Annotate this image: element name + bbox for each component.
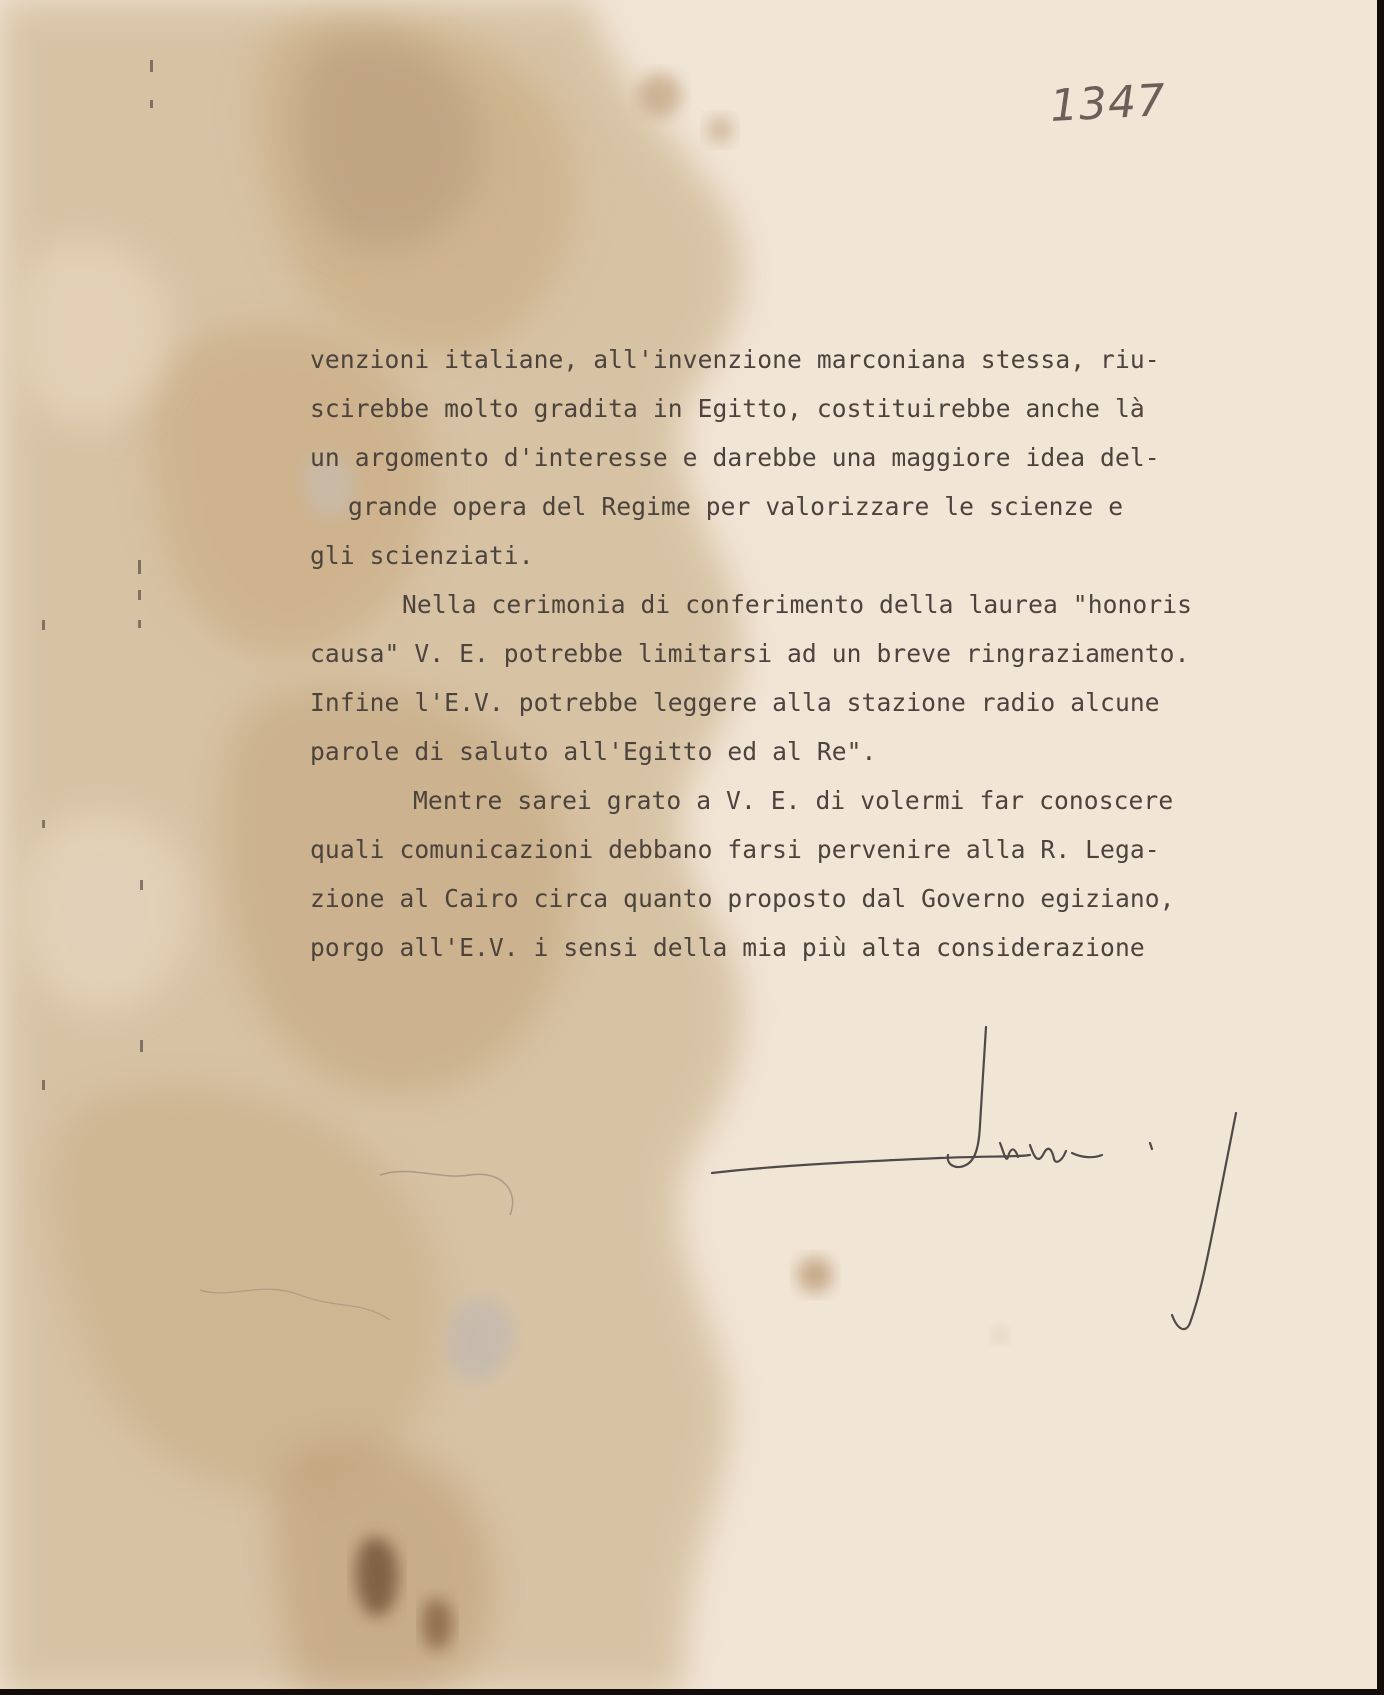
handwritten-signature [700,1015,1260,1345]
letter-body [310,335,1330,972]
text-line: Infine l'E.V. potrebbe leggere alla stazione radio alcune [310,688,1160,717]
text-line: quali comunicazioni debbano farsi pervenire alla R. Lega- [310,835,1160,864]
text-line: scirebbe molto gradita in Egitto, costituirebbe anche là [310,394,1145,423]
text-line: Nella cerimonia di conferimento della laurea "honoris [402,590,1193,619]
text-line: porgo all'E.V. i sensi della mia più alta considerazione [310,933,1145,962]
page-number: 1347 [1048,74,1168,133]
text-line: un argomento d'interesse e darebbe una maggiore idea del- [310,443,1160,472]
text-line: Mentre sarei grato a V. E. di volermi far conoscere [413,786,1174,815]
text-line: grande opera del Regime per valorizzare le scienze e [348,492,1124,521]
text-line: gli scienziati. [310,541,534,570]
scan-border-right [1377,0,1384,1695]
scan-border-bottom [0,1689,1384,1695]
text-line: venzioni italiane, all'invenzione marconiana stessa, riu- [310,345,1160,374]
text-line: parole di saluto all'Egitto ed al Re". [310,737,877,766]
text-line: zione al Cairo circa quanto proposto dal Governo egiziano, [310,884,1175,913]
text-line: causa" V. E. potrebbe limitarsi ad un breve ringraziamento. [310,639,1190,668]
